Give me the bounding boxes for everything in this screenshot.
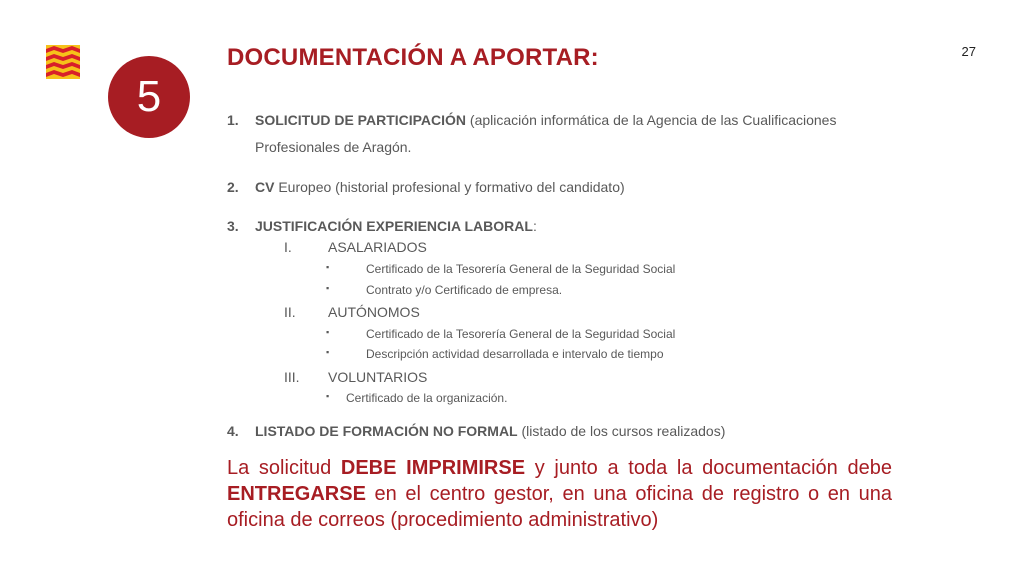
- note-text: La solicitud: [227, 457, 341, 479]
- doc-text: Certificado de la Tesorería General de la Seguridad Social: [366, 262, 676, 276]
- category-number: II.: [284, 304, 296, 320]
- item-bold: CV: [255, 179, 275, 195]
- slide-number: 27: [961, 44, 976, 59]
- note-text: y junto a toda la documentación debe: [525, 457, 892, 479]
- list-item-1: [227, 107, 836, 161]
- square-bullet-icon: ▪: [326, 391, 330, 401]
- list-item-3: [227, 213, 537, 240]
- square-bullet-icon: ▪: [326, 262, 330, 272]
- item-bold: SOLICITUD DE PARTICIPACIÓN: [255, 112, 467, 128]
- item-continuation: Profesionales de Aragón.: [255, 139, 412, 155]
- aragon-flag-icon: [46, 45, 80, 79]
- square-bullet-icon: ▪: [326, 283, 330, 293]
- note-emphasis: DEBE IMPRIMIRSE: [340, 457, 526, 479]
- page-title: DOCUMENTACIÓN A APORTAR:: [227, 44, 599, 71]
- item-number: 2.: [227, 179, 239, 195]
- doc-text: Descripción actividad desarrollada e intervalo de tiempo: [366, 347, 664, 361]
- item-number: 1.: [227, 112, 239, 128]
- category-label: VOLUNTARIOS: [328, 369, 428, 385]
- note-emphasis: ENTREGARSE: [227, 483, 366, 505]
- note-text: en el centro gestor, en una oficina de registro o en una oficina de correos (procedimiento administrativo): [227, 483, 892, 531]
- item-text: Europeo (historial profesional y formativo del candidato): [274, 179, 625, 195]
- item-text: (listado de los cursos realizados): [517, 423, 726, 439]
- doc-text: Certificado de la organización.: [346, 391, 508, 405]
- square-bullet-icon: ▪: [326, 327, 330, 337]
- doc-text: Contrato y/o Certificado de empresa.: [366, 283, 563, 297]
- item-bold: JUSTIFICACIÓN EXPERIENCIA LABORAL: [255, 218, 533, 234]
- list-item-2: [227, 174, 625, 201]
- doc-text: Certificado de la Tesorería General de la Seguridad Social: [366, 327, 676, 341]
- item-text: :: [532, 218, 537, 234]
- list-item-4: [227, 418, 725, 445]
- category-number: I.: [284, 239, 292, 255]
- square-bullet-icon: ▪: [326, 347, 330, 357]
- item-number: 4.: [227, 423, 239, 439]
- item-text: (aplicación informática de la Agencia de las Cualificaciones: [466, 112, 837, 128]
- category-label: AUTÓNOMOS: [328, 304, 420, 320]
- category-number: III.: [284, 369, 300, 385]
- category-label: ASALARIADOS: [328, 239, 427, 255]
- submission-note: [227, 455, 892, 533]
- item-number: 3.: [227, 218, 239, 234]
- item-bold: LISTADO DE FORMACIÓN NO FORMAL: [255, 423, 518, 439]
- section-number-badge: 5: [108, 56, 190, 138]
